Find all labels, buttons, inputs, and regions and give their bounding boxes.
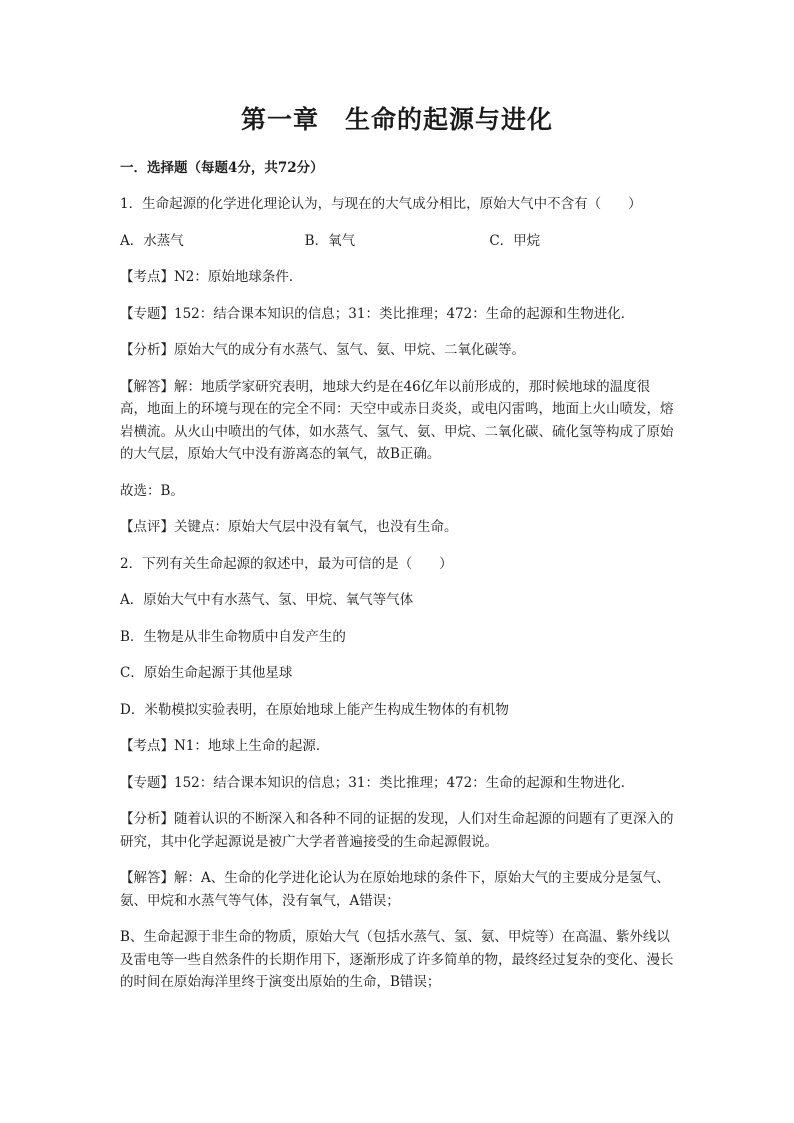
- question-1-options: [120, 230, 674, 253]
- question-2-option-a: A．原始大气中有水蒸气、氢、甲烷、氧气等气体: [120, 592, 414, 608]
- question-1-zhuanti: 【专题】152：结合课本知识的信息；31：类比推理；472：生命的起源和生物进化．: [120, 305, 635, 322]
- question-2-option-c: C．原始生命起源于其他星球: [120, 665, 293, 681]
- question-1-jieda: 【解答】解：地质学家研究表明，地球大约是在46亿年以前形成的，那时候地球的温度很高，地面上的环境与现在的完全不同：天空中或赤日炎炎，或电闪雷鸣，地面上火山喷发，熔岩横流。从火山中喷出的气体，如水蒸气、氢气、氨、甲烷、二氧化碳、硫化氢等构成了原始的大气层，原始大气中没有游离态的氧气，故B正确。: [120, 378, 674, 462]
- question-2-fenxi: 【分析】随着认识的不断深入和各种不同的证据的发现，人们对生命起源的问题有了更深入的研究，其中化学起源说是被广大学者普遍接受的生命起源假说。: [120, 811, 674, 850]
- question-2-stem: 2．下列有关生命起源的叙述中，最为可信的是（ ）: [120, 555, 453, 572]
- section-heading: 一．选择题（每题4分，共72分）: [120, 160, 324, 176]
- chapter-title: 第一章 生命的起源与进化: [240, 105, 553, 134]
- question-2-kaodian: 【考点】N1：地球上生命的起源．: [120, 738, 330, 754]
- question-1-dianping: 【点评】关键点：原始大气层中没有氧气，也没有生命。: [120, 519, 458, 535]
- question-2-option-d: D．米勒模拟实验表明，在原始地球上能产生构成生物体的有机物: [120, 701, 509, 718]
- question-2-zhuanti: 【专题】152：结合课本知识的信息；31：类比推理；472：生命的起源和生物进化．: [120, 774, 635, 791]
- question-2-option-b: B．生物是从非生命物质中自发产生的: [120, 628, 346, 645]
- question-2-jieda-a: 【解答】解：A、生命的化学进化论认为在原始地球的条件下，原始大气的主要成分是氢气、氨、甲烷和水蒸气等气体，没有氧气，A错误；: [120, 870, 670, 909]
- question-1-option-b: B．氧气: [304, 232, 356, 249]
- question-2-jieda-b: B、生命起源于非生命的物质，原始大气（包括水蒸气、氢、氨、甲烷等）在高温、紫外线以及雷电等一些自然条件的长期作用下，逐渐形成了许多简单的物，最终经过复杂的变化、漫长的时间在原始海洋里终于演变出原始的生命，B错误；: [120, 929, 674, 990]
- question-1-stem: 1．生命起源的化学进化理论认为，与现在的大气成分相比，原始大气中不含有（ ）: [120, 196, 642, 212]
- question-1-fenxi: 【分析】原始大气的成分有水蒸气、氢气、氨、甲烷、二氧化碳等。: [120, 342, 525, 358]
- question-1-option-c: C．甲烷: [489, 232, 541, 249]
- question-1-option-a: A．水蒸气: [120, 232, 184, 249]
- question-1-kaodian: 【考点】N2：原始地球条件．: [120, 269, 303, 285]
- question-1-answer: 故选：B。: [120, 482, 184, 499]
